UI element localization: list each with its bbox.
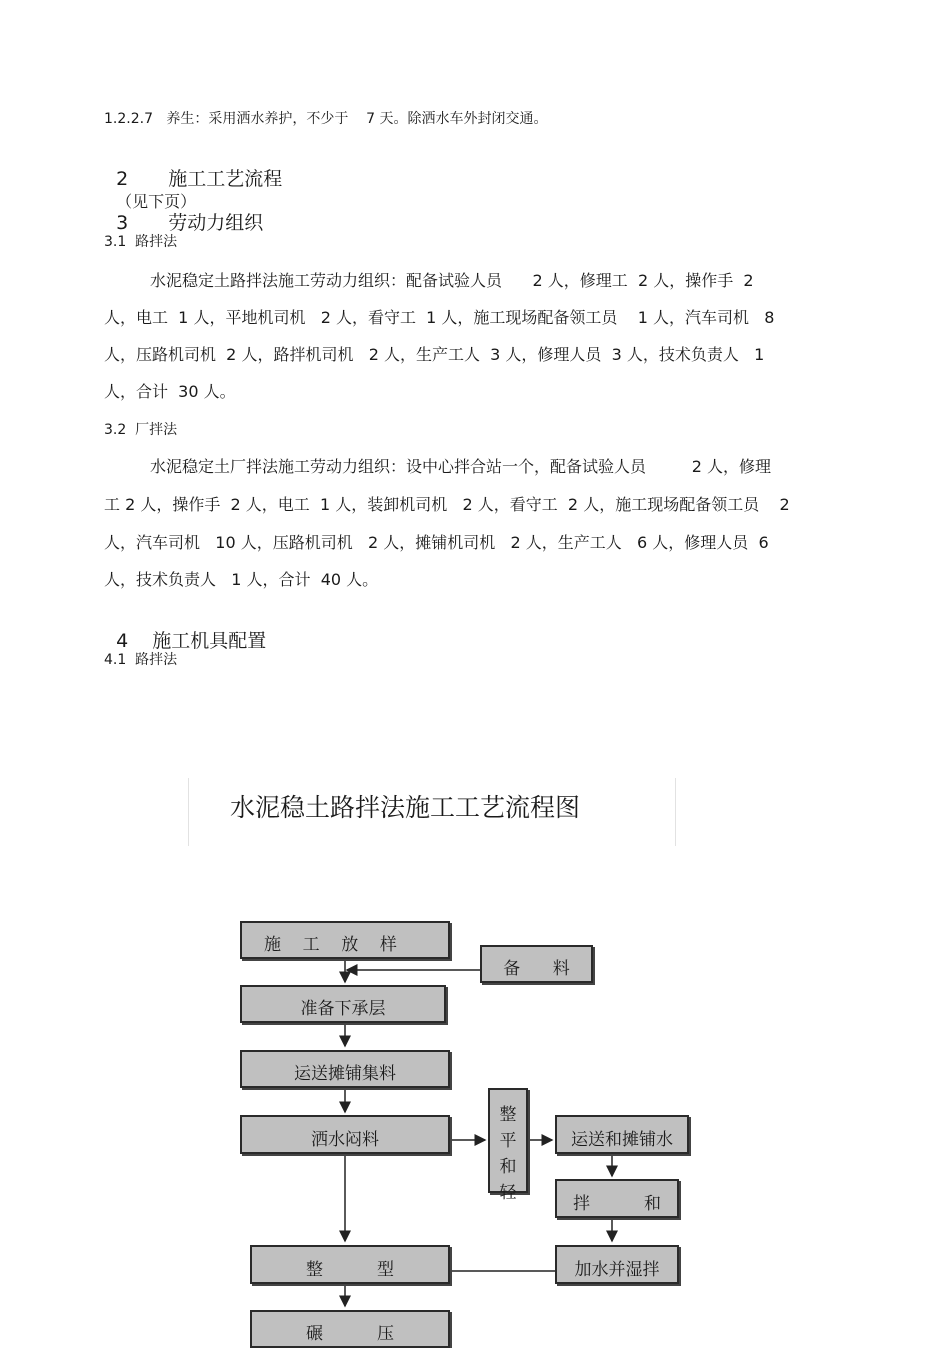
heading-2-number: 2 [116,168,129,190]
paragraph-3-2-line-1: 水泥稳定土厂拌法施工劳动力组织：设中心拌合站一个，配备试验人员 2 人，修理 [150,457,772,476]
paragraph-3-1-line-2: 人，电工 1 人，平地机司机 2 人，看守工 1 人，施工现场配备领工员 1 人，汽车司机 8 [104,308,775,327]
paragraph-3-2-line-4: 人，技术负责人 1 人，合计 40 人。 [104,570,379,589]
leveling-char-2: 平 [499,1131,517,1151]
leveling-char-3: 和 [499,1157,517,1177]
heading-4-text: 施工机具配置 [152,630,267,652]
paragraph-3-1-line-3: 人，压路机司机 2 人，路拌机司机 2 人，生产工人 3 人，修理人员 3 人，技术负责人 1 [104,345,765,364]
flow-step-mixing: 拌 和 [555,1179,679,1218]
flowchart-title: 水泥稳土路拌法施工工艺流程图 [230,793,581,822]
flow-step-aggregate: 运送摊铺集料 [240,1050,450,1088]
section-1-2-2-7: 1.2.2.7 养生：采用洒水养护，不少于 7 天。除洒水车外封闭交通。 [104,111,548,127]
leveling-char-1: 整 [499,1105,517,1125]
flow-step-leveling [488,1088,528,1203]
heading-3-number: 3 [116,212,129,234]
section-3-1: 3.1 路拌法 [104,234,178,250]
heading-3-text: 劳动力组织 [168,212,264,234]
paragraph-3-2-line-2: 工 2 人，操作手 2 人，电工 1 人，装卸机司机 2 人，看守工 2 人，施工现场配备领工员 2 [104,495,790,514]
paragraph-3-1-line-1: 水泥稳定土路拌法施工劳动力组织：配备试验人员 2 人，修理工 2 人，操作手 2 [150,271,754,290]
leveling-char-4: 轻 [499,1183,517,1203]
flow-step-material: 备 料 [480,945,593,983]
paragraph-3-2-line-3: 人，汽车司机 10 人，压路机司机 2 人，摊铺机司机 2 人，生产工人 6 人，修理人员 6 [104,533,769,552]
flow-step-spreading: 运送和摊铺水 [555,1115,689,1154]
flow-step-shaping: 整 型 [250,1245,450,1284]
flow-step-wet-mix: 加水并湿拌 [555,1245,679,1284]
section-4-1: 4.1 路拌法 [104,652,178,668]
heading-2-text: 施工工艺流程 [168,168,283,190]
paragraph-3-1-line-4: 人，合计 30 人。 [104,382,236,401]
flow-step-wetting: 洒水闷料 [240,1115,450,1154]
heading-4-number: 4 [116,630,129,652]
flow-step-layout: 施 工 放 样 [240,921,450,959]
flow-step-compaction: 碾 压 [250,1310,450,1348]
heading-2-note: （见下页） [116,192,197,211]
section-3-2: 3.2 厂拌法 [104,422,178,438]
flow-step-base-layer: 准备下承层 [240,985,446,1023]
